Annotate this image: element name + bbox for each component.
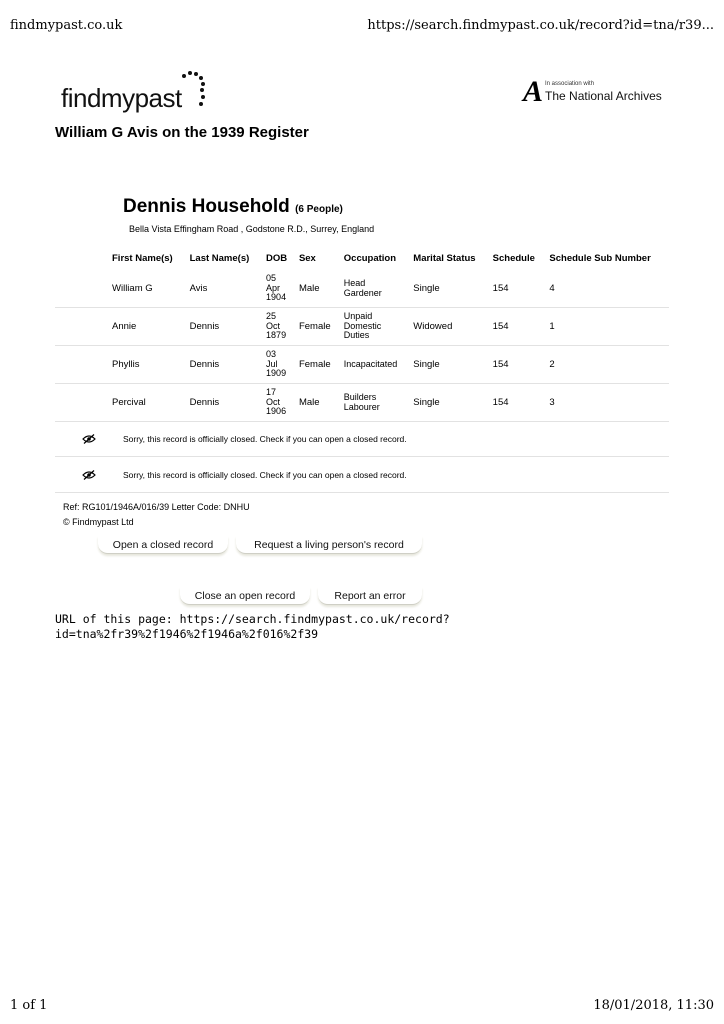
table-row bbox=[55, 384, 669, 422]
cell-schedule: 154 bbox=[489, 346, 546, 384]
close-open-record-button[interactable]: Close an open record bbox=[180, 587, 310, 605]
cell-occupation: Head Gardener bbox=[340, 270, 410, 308]
cell-schedule: 154 bbox=[489, 384, 546, 422]
header-sex: Sex bbox=[298, 252, 316, 264]
header-dob: DOB bbox=[266, 252, 288, 264]
page-title: William G Avis on the 1939 Register bbox=[55, 124, 309, 141]
cell-schedule: 154 bbox=[489, 308, 546, 346]
logo-text: findmypast bbox=[61, 83, 182, 113]
eye-slash-icon bbox=[55, 434, 123, 444]
cell-first-name: William G bbox=[108, 270, 186, 308]
table-row bbox=[55, 270, 669, 308]
cell-sex: Female bbox=[295, 346, 340, 384]
closed-record-row bbox=[55, 421, 669, 457]
cell-sex: Female bbox=[295, 308, 340, 346]
cell-marital-status: Single bbox=[409, 270, 488, 308]
cell-last-name: Dennis bbox=[186, 308, 262, 346]
dots-icon bbox=[180, 70, 210, 114]
header-schedule-sub-number: Schedule Sub Number bbox=[549, 252, 651, 264]
tna-association: In association with bbox=[545, 81, 595, 87]
table-row bbox=[55, 346, 669, 384]
cell-schedule-sub-number: 3 bbox=[545, 384, 669, 422]
closed-record-text: Sorry, this record is officially closed. Check if you can open a closed record. bbox=[123, 469, 407, 480]
cell-last-name: Avis bbox=[186, 270, 262, 308]
cell-marital-status: Single bbox=[409, 346, 488, 384]
cell-first-name: Phyllis bbox=[108, 346, 186, 384]
cell-schedule-sub-number: 1 bbox=[545, 308, 669, 346]
print-datetime: 18/01/2018, 11:30 bbox=[593, 998, 714, 1013]
cell-first-name: Percival bbox=[108, 384, 186, 422]
tna-name: The National Archives bbox=[545, 89, 662, 103]
closed-record-text: Sorry, this record is officially closed. Check if you can open a closed record. bbox=[123, 433, 407, 444]
household-title bbox=[123, 196, 343, 218]
header-marital-status: Marital Status bbox=[413, 252, 476, 264]
cell-marital-status: Widowed bbox=[409, 308, 488, 346]
table-row bbox=[55, 308, 669, 346]
report-error-button[interactable]: Report an error bbox=[318, 587, 422, 605]
table-header-spacer bbox=[55, 246, 108, 270]
header-occupation: Occupation bbox=[343, 252, 397, 264]
cell-dob: 05 Apr 1904 bbox=[262, 270, 295, 308]
cell-schedule: 154 bbox=[489, 270, 546, 308]
cell-schedule-sub-number: 2 bbox=[545, 346, 669, 384]
national-archives-logo bbox=[523, 75, 662, 108]
header-schedule: Schedule bbox=[492, 252, 535, 264]
closed-record-row bbox=[55, 457, 669, 493]
table-header-row bbox=[55, 246, 669, 270]
cell-last-name: Dennis bbox=[186, 346, 262, 384]
print-url: https://search.findmypast.co.uk/record?id=tna/r39... bbox=[367, 18, 714, 33]
print-footer bbox=[10, 998, 714, 1013]
cell-sex: Male bbox=[295, 384, 340, 422]
header-first-name: First Name(s) bbox=[112, 252, 173, 264]
cell-occupation: Unpaid Domestic Duties bbox=[340, 308, 410, 346]
record-reference: Ref: RG101/1946A/016/39 Letter Code: DNHU bbox=[63, 502, 250, 512]
copyright: © Findmypast Ltd bbox=[63, 517, 134, 527]
cell-occupation: Incapacitated bbox=[340, 346, 410, 384]
page-count: 1 of 1 bbox=[10, 998, 48, 1013]
household-count: (6 People) bbox=[295, 204, 343, 215]
cell-occupation: Builders Labourer bbox=[340, 384, 410, 422]
household-address: Bella Vista Effingham Road , Godstone R.D., Surrey, England bbox=[129, 224, 375, 234]
cell-dob: 03 Jul 1909 bbox=[262, 346, 295, 384]
eye-slash-icon bbox=[55, 470, 123, 480]
household-table bbox=[55, 246, 669, 422]
page-url: URL of this page: https://search.findmypast.co.uk/record?id=tna%2fr39%2f1946%2f1946a%2f016%2f39 bbox=[55, 612, 450, 641]
open-closed-record-button[interactable]: Open a closed record bbox=[98, 536, 228, 554]
request-living-record-button[interactable]: Request a living person's record bbox=[236, 536, 422, 554]
cell-last-name: Dennis bbox=[186, 384, 262, 422]
cell-first-name: Annie bbox=[108, 308, 186, 346]
cell-sex: Male bbox=[295, 270, 340, 308]
print-site: findmypast.co.uk bbox=[10, 18, 123, 33]
print-header bbox=[10, 18, 714, 33]
header-last-name: Last Name(s) bbox=[189, 252, 250, 264]
cell-dob: 25 Oct 1879 bbox=[262, 308, 295, 346]
findmypast-logo[interactable] bbox=[61, 70, 210, 114]
cell-dob: 17 Oct 1906 bbox=[262, 384, 295, 422]
cell-schedule-sub-number: 4 bbox=[545, 270, 669, 308]
tna-letter: A bbox=[523, 75, 544, 108]
household-name: Dennis Household bbox=[123, 196, 290, 217]
cell-marital-status: Single bbox=[409, 384, 488, 422]
